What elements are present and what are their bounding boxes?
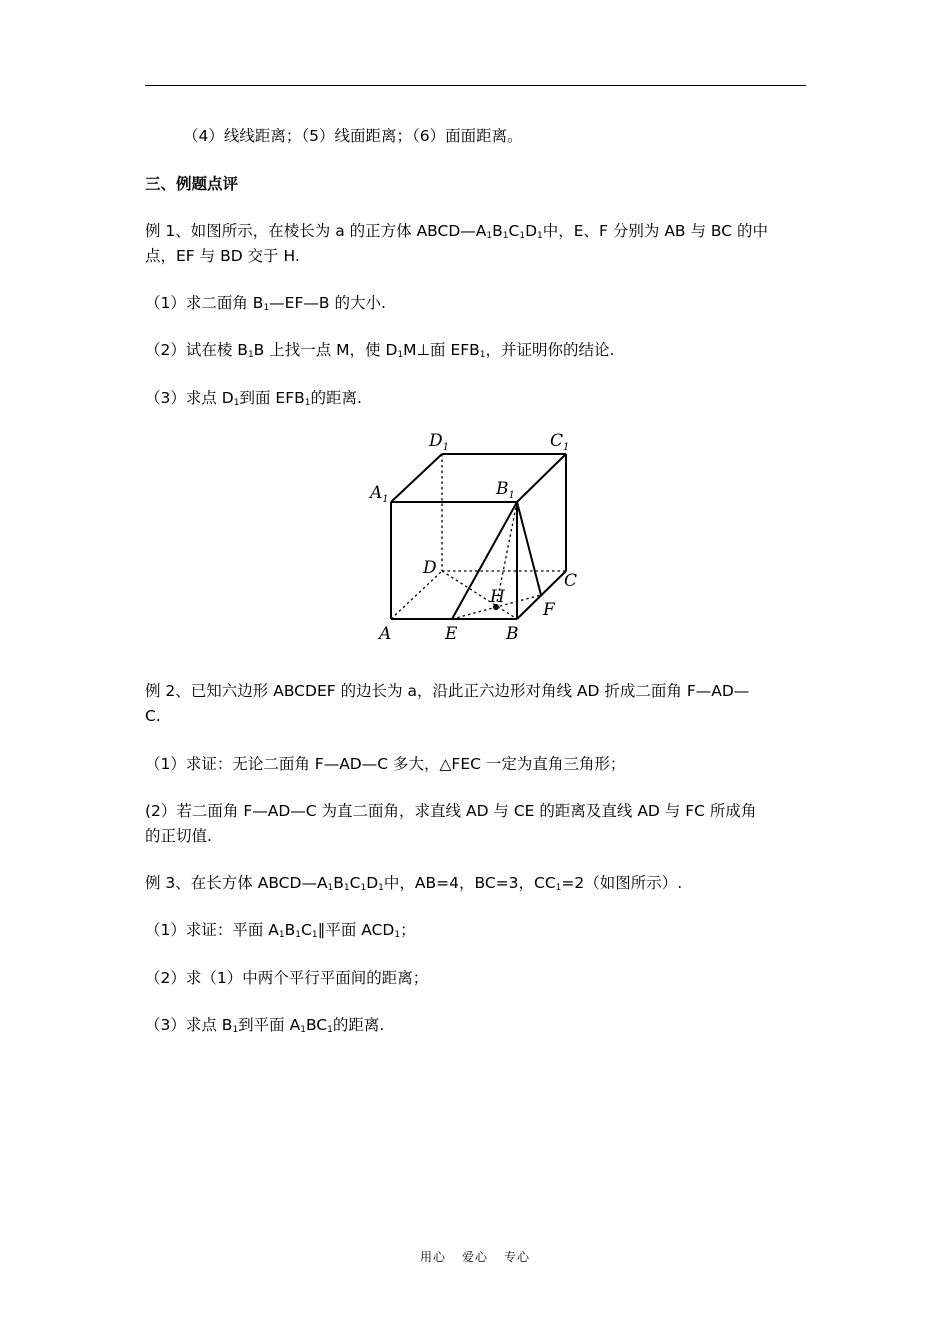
example1-question3: （3）求点 $D_1$到面 $EFB_1$的距离. [145,389,362,408]
label-h: H [490,587,505,607]
footer-word-1: 用心 [419,1250,446,1264]
example3-question2: （2）求（1）中两个平行平面间的距离； [145,969,429,987]
example2-intro: 例 2、已知六边形 ABCDEF 的边长为 a，沿此正六边形对角线 AD 折成二面角 F—AD— [145,682,750,700]
example2-question2-line2: 的正切值. [145,827,212,845]
example1-question1: （1）求二面角 $B_1—EF—B$ 的大小. [145,294,386,313]
label-d: D [423,558,437,578]
example3-intro: 例 3、在长方体 $ABCD—A_1B_1C_1D_1$中，AB=4，BC=3，$CC_1=2$（如图所示）. [145,874,683,893]
example1-intro-line2: 点，EF 与 BD 交于 H. [145,247,300,265]
footer-word-2: 爱心 [461,1250,488,1264]
label-c1: $C_1$ [550,431,570,453]
cube-solid-edges [391,454,566,619]
footer-word-3: 专心 [504,1250,531,1264]
label-a1: $A_1$ [370,483,389,505]
label-b1: $B_1$ [496,479,515,501]
example2-intro-line2: C. [145,707,161,725]
example3-question3: （3）求点 $B_1$到平面 $A_1BC_1$的距离. [145,1016,385,1035]
label-d1: $D_1$ [429,431,450,453]
example1-intro: 例 1、如图所示，在棱长为 a 的正方体 $ABCD—A_1B_1C_1D_1$中，E、F 分别为 AB 与 BC 的中 [145,222,769,241]
example2-question2: (2）若二面角 F—AD—C 为直二面角，求直线 AD 与 CE 的距离及直线 AD 与 FC 所成角 [145,802,757,820]
example3-question1: （1）求证：平面 $A_1B_1C_1\parallel$平面 $ACD_1$； [145,921,416,940]
label-e: E [445,624,458,644]
page-footer [0,1248,950,1265]
example1-question2: （2）试在棱 $B_1B$ 上找一点 M，使 $D_1M\perp$面 $EFB_1$，并证明你的结论. [145,341,615,360]
cube-figure [360,426,600,646]
list-continued: （4）线线距离；（5）线面距离；（6）面面距离。 [183,127,523,145]
label-f: F [543,600,555,620]
label-a: A [379,624,392,644]
label-c: C [564,571,578,591]
label-b: B [506,624,519,644]
section-heading: 三、例题点评 [145,175,239,193]
header-rule [145,85,806,86]
example2-question1: （1）求证：无论二面角 F—AD—C 多大，△FEC 一定为直角三角形； [145,755,626,773]
